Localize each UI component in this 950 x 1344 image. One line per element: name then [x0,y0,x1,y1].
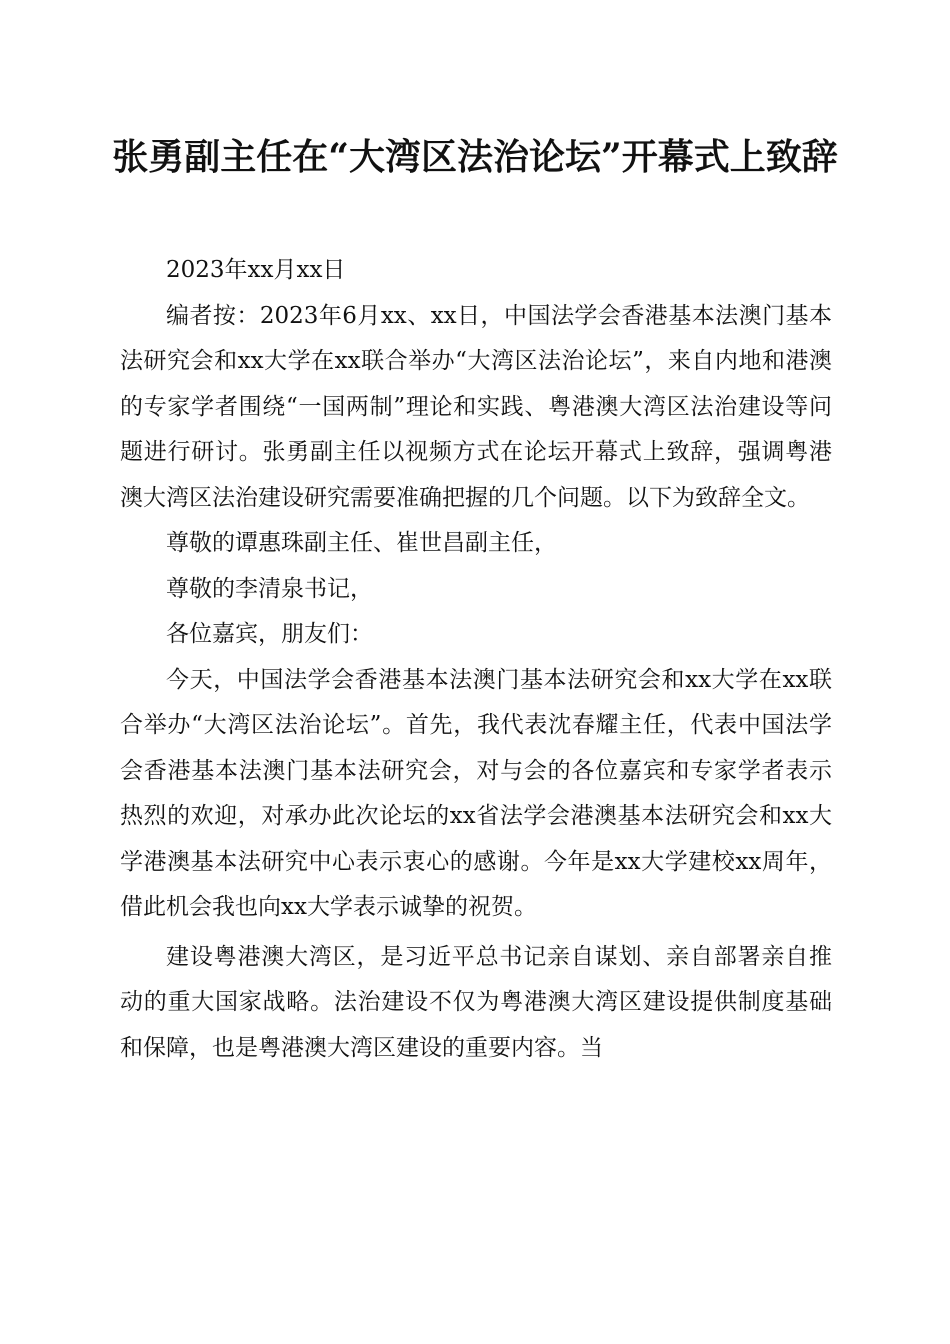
document-body [120,248,832,1071]
salutation-line-2: 尊敬的李清泉书记， [166,575,373,602]
date-line: 2023年xx月xx日 [166,257,346,283]
salutation-line-3: 各位嘉宾，朋友们： [166,621,373,647]
editor-note-paragraph: 编者按：2023年6月xx、xx日，中国法学会香港基本法澳门基本法研究会和xx大学在xx联合举办“大湾区法治论坛”，来自内地和港澳的专家学者围绕“一国两制”理论和实践、粤港澳大湾区法治建设等问题进行研讨。张勇副主任以视频方式在论坛开幕式上致辞，强调粤港澳大湾区法治建设研究需要准确把握的几个问题。以下为致辞全文。 [120,302,832,511]
salutation-line-1: 尊敬的谭惠珠副主任、崔世昌副主任， [166,530,557,556]
document-title: 张勇副主任在“大湾区法治论坛”开幕式上致辞 [112,136,838,178]
speech-paragraph-1: 今天，中国法学会香港基本法澳门基本法研究会和xx大学在xx联合举办“大湾区法治论坛”。首先，我代表沈春耀主任，代表中国法学会香港基本法澳门基本法研究会，对与会的各位嘉宾和专家学者表示热烈的欢迎，对承办此次论坛的xx省法学会港澳基本法研究会和xx大学港澳基本法研究中心表示衷心的感谢。今年是xx大学建校xx周年，借此机会我也向xx大学表示诚挚的祝贺。 [120,666,832,920]
speech-paragraph-2: 建设粤港澳大湾区，是习近平总书记亲自谋划、亲自部署亲自推动的重大国家战略。法治建设不仅为粤港澳大湾区建设提供制度基础和保障，也是粤港澳大湾区建设的重要内容。当 [120,943,832,1061]
